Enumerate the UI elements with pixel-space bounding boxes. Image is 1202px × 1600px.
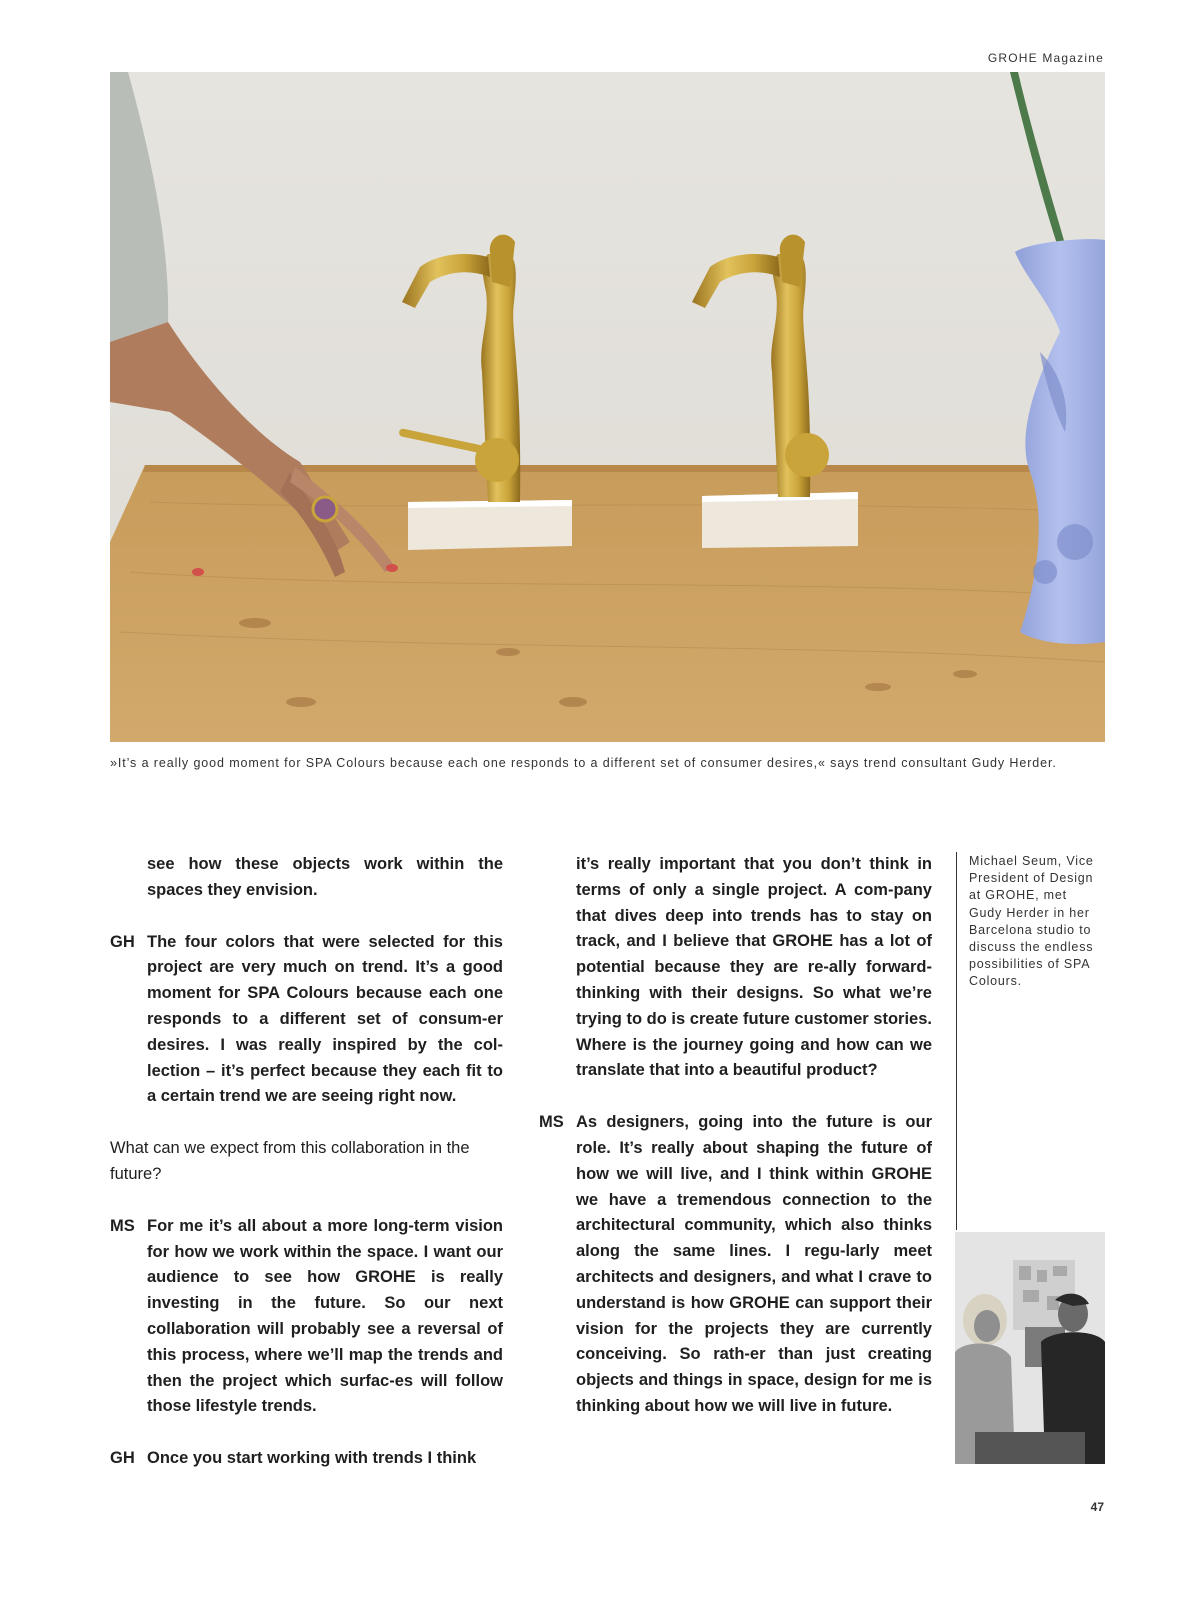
article-column-2 xyxy=(539,852,932,1420)
paragraph xyxy=(539,1110,932,1420)
sidebar-caption: Michael Seum, Vice President of Design at GROHE, met Gudy Herder in her Barcelona studio to discuss the endless possibilities of SPA Colours. xyxy=(969,854,1094,989)
speaker-initials: MS xyxy=(539,1113,564,1132)
hero-photo-gold-faucets xyxy=(110,72,1105,742)
speaker-initials: MS xyxy=(110,1216,135,1235)
paragraph-text: The four colors that were selected for this project are very much on trend. It’s a good moment for SPA Colours because each one responds to a different set of consum-er desires. I was really inspired by the col-lection – it’s perfect because they each fit to a certain trend we are seeing right now. xyxy=(147,932,503,1106)
speaker-initials: GH xyxy=(110,932,135,951)
paragraph-text: As designers, going into the future is our role. It’s really about shaping the future of how we will live, and I think within GROHE we have a tremendous connection to the architectural community, which also thinks along the same lines. I regu-larly meet architects and designers, and what I crave to understand is how GROHE can support their vision for the projects they are currently conceiving. So rath-er than just creating objects and things in space, design for me is thinking about how we will live in future. xyxy=(576,1113,932,1415)
paragraph-text: see how these objects work within the spaces they envision. xyxy=(147,855,503,899)
photo-caption: »It’s a really good moment for SPA Colours because each one responds to a different set of consumer desires,« says trend consultant Gudy Herder. xyxy=(110,756,1057,770)
portrait-photo xyxy=(955,1232,1105,1464)
speaker-initials: GH xyxy=(110,1449,135,1468)
page-number: 47 xyxy=(1090,1500,1104,1514)
paragraph-text: it’s really important that you don’t think in terms of only a single project. A com-pany that dives deep into trends has to stay on track, and I believe that GROHE has a lot of potential because they are re-ally forward-thinking with their designs. So what we’re trying to do is create future customer stories. Where is the journey going and how can we translate that into a beautiful product? xyxy=(576,855,932,1080)
paragraph xyxy=(110,930,503,1111)
article-column-1 xyxy=(110,852,503,1472)
paragraph xyxy=(110,1214,503,1420)
paragraph-text: Once you start working with trends I think xyxy=(147,1449,477,1468)
paragraph xyxy=(110,852,503,904)
paragraph xyxy=(110,1446,503,1472)
paragraph-text: For me it’s all about a more long-term vision for how we work within the space. I want our audience to see how GROHE is really investing in the future. So our next collaboration will probably see a reversal of this process, where we’ll map the trends and then the project which surfac-es will follow those lifestyle trends. xyxy=(147,1216,503,1416)
sidebar-divider xyxy=(956,852,957,1230)
interview-question: What can we expect from this collaboration in the future? xyxy=(110,1139,470,1183)
running-header: GROHE Magazine xyxy=(987,51,1104,65)
paragraph xyxy=(539,852,932,1084)
